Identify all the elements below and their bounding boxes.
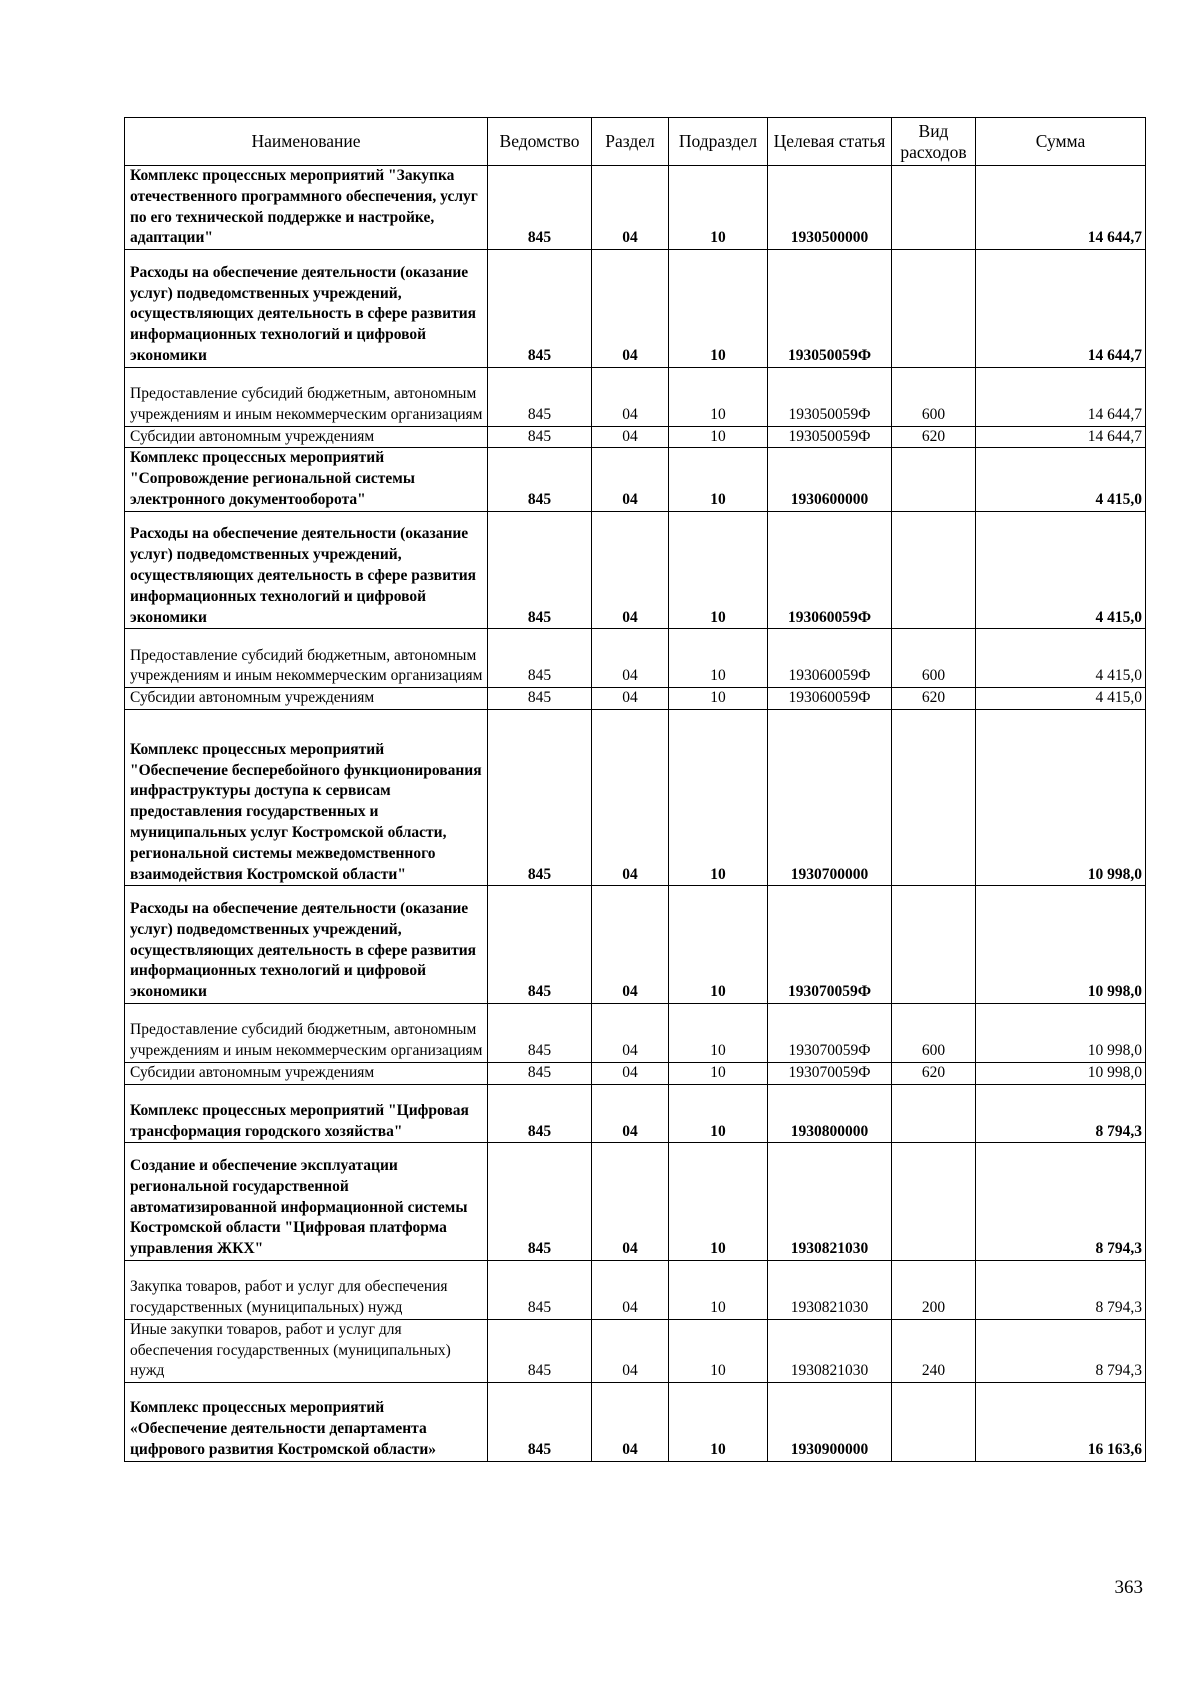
row-dept: 845 — [488, 1084, 592, 1143]
row-target: 193050059Ф — [768, 250, 892, 368]
row-kind: 620 — [892, 426, 976, 448]
row-name: Расходы на обеспечение деятельности (оказание услуг) подведомственных учреждений, осуществляющих деятельность в сфере развития информационных технологий и цифровой экономики — [125, 250, 488, 368]
budget-table — [124, 117, 1146, 1462]
row-kind — [892, 250, 976, 368]
row-target: 193070059Ф — [768, 1062, 892, 1084]
row-kind — [892, 1383, 976, 1461]
table-row — [125, 688, 1146, 710]
table-row — [125, 166, 1146, 250]
row-section: 04 — [592, 886, 669, 1004]
table-row — [125, 1062, 1146, 1084]
table-row — [125, 426, 1146, 448]
row-subsection: 10 — [669, 1003, 768, 1062]
row-kind — [892, 511, 976, 629]
row-kind: 600 — [892, 629, 976, 688]
row-kind: 240 — [892, 1319, 976, 1382]
header-dept: Ведомство — [488, 118, 592, 166]
row-section: 04 — [592, 1143, 669, 1261]
row-section: 04 — [592, 709, 669, 885]
row-subsection: 10 — [669, 448, 768, 511]
row-dept: 845 — [488, 886, 592, 1004]
row-subsection: 10 — [669, 250, 768, 368]
table-row — [125, 1143, 1146, 1261]
row-sum: 8 794,3 — [976, 1260, 1146, 1319]
row-name: Расходы на обеспечение деятельности (оказание услуг) подведомственных учреждений, осуществляющих деятельность в сфере развития информационных технологий и цифровой экономики — [125, 511, 488, 629]
row-sum: 8 794,3 — [976, 1143, 1146, 1261]
row-dept: 845 — [488, 367, 592, 426]
row-target: 193060059Ф — [768, 688, 892, 710]
row-kind — [892, 1143, 976, 1261]
row-section: 04 — [592, 1062, 669, 1084]
table-row — [125, 629, 1146, 688]
row-sum: 8 794,3 — [976, 1319, 1146, 1382]
row-target: 193060059Ф — [768, 511, 892, 629]
row-name: Субсидии автономным учреждениям — [125, 426, 488, 448]
header-subsection: Подраздел — [669, 118, 768, 166]
row-section: 04 — [592, 1319, 669, 1382]
row-subsection: 10 — [669, 629, 768, 688]
row-sum: 4 415,0 — [976, 629, 1146, 688]
row-name: Субсидии автономным учреждениям — [125, 688, 488, 710]
table-row — [125, 709, 1146, 885]
row-kind — [892, 1084, 976, 1143]
row-sum: 14 644,7 — [976, 166, 1146, 250]
row-dept: 845 — [488, 1319, 592, 1382]
row-kind — [892, 448, 976, 511]
row-name: Иные закупки товаров, работ и услуг для обеспечения государственных (муниципальных) нужд — [125, 1319, 488, 1382]
row-section: 04 — [592, 1084, 669, 1143]
row-name: Комплекс процессных мероприятий "Закупка отечественного программного обеспечения, услуг по его технической поддержке и настройке, адаптации" — [125, 166, 488, 250]
table-row — [125, 448, 1146, 511]
row-subsection: 10 — [669, 688, 768, 710]
row-subsection: 10 — [669, 1143, 768, 1261]
row-target: 1930500000 — [768, 166, 892, 250]
row-sum: 10 998,0 — [976, 886, 1146, 1004]
row-dept: 845 — [488, 166, 592, 250]
page-number: 363 — [1114, 1577, 1143, 1598]
row-section: 04 — [592, 1260, 669, 1319]
row-sum: 10 998,0 — [976, 1003, 1146, 1062]
row-subsection: 10 — [669, 1383, 768, 1461]
table-row — [125, 367, 1146, 426]
header-target: Целевая статья — [768, 118, 892, 166]
row-dept: 845 — [488, 426, 592, 448]
row-subsection: 10 — [669, 709, 768, 885]
row-name: Закупка товаров, работ и услуг для обеспечения государственных (муниципальных) нужд — [125, 1260, 488, 1319]
row-name: Комплекс процессных мероприятий «Обеспечение деятельности департамента цифрового развития Костромской области» — [125, 1383, 488, 1461]
table-row — [125, 1319, 1146, 1382]
row-target: 193050059Ф — [768, 367, 892, 426]
row-dept: 845 — [488, 1383, 592, 1461]
row-target: 193070059Ф — [768, 1003, 892, 1062]
row-target: 1930821030 — [768, 1319, 892, 1382]
row-kind: 200 — [892, 1260, 976, 1319]
row-sum: 4 415,0 — [976, 511, 1146, 629]
row-name: Предоставление субсидий бюджетным, автономным учреждениям и иным некоммерческим организациям — [125, 629, 488, 688]
row-dept: 845 — [488, 1062, 592, 1084]
row-section: 04 — [592, 1003, 669, 1062]
row-name: Расходы на обеспечение деятельности (оказание услуг) подведомственных учреждений, осуществляющих деятельность в сфере развития информационных технологий и цифровой экономики — [125, 886, 488, 1004]
row-kind: 620 — [892, 688, 976, 710]
row-subsection: 10 — [669, 1319, 768, 1382]
row-section: 04 — [592, 166, 669, 250]
row-sum: 10 998,0 — [976, 709, 1146, 885]
row-sum: 10 998,0 — [976, 1062, 1146, 1084]
row-section: 04 — [592, 511, 669, 629]
row-kind — [892, 166, 976, 250]
row-section: 04 — [592, 448, 669, 511]
row-target: 1930821030 — [768, 1260, 892, 1319]
table-row — [125, 1260, 1146, 1319]
row-subsection: 10 — [669, 426, 768, 448]
row-dept: 845 — [488, 511, 592, 629]
row-subsection: 10 — [669, 1062, 768, 1084]
row-section: 04 — [592, 426, 669, 448]
row-dept: 845 — [488, 709, 592, 885]
row-sum: 14 644,7 — [976, 250, 1146, 368]
row-target: 193060059Ф — [768, 629, 892, 688]
row-subsection: 10 — [669, 367, 768, 426]
row-subsection: 10 — [669, 1260, 768, 1319]
row-kind: 600 — [892, 367, 976, 426]
row-sum: 14 644,7 — [976, 367, 1146, 426]
row-name: Субсидии автономным учреждениям — [125, 1062, 488, 1084]
row-sum: 8 794,3 — [976, 1084, 1146, 1143]
row-dept: 845 — [488, 629, 592, 688]
row-target: 193070059Ф — [768, 886, 892, 1004]
row-sum: 16 163,6 — [976, 1383, 1146, 1461]
row-subsection: 10 — [669, 886, 768, 1004]
row-target: 1930900000 — [768, 1383, 892, 1461]
row-subsection: 10 — [669, 511, 768, 629]
row-section: 04 — [592, 1383, 669, 1461]
row-dept: 845 — [488, 1260, 592, 1319]
row-dept: 845 — [488, 1003, 592, 1062]
row-subsection: 10 — [669, 1084, 768, 1143]
table-row — [125, 1003, 1146, 1062]
header-sum: Сумма — [976, 118, 1146, 166]
header-name: Наименование — [125, 118, 488, 166]
row-sum: 4 415,0 — [976, 448, 1146, 511]
table-row — [125, 1383, 1146, 1461]
row-target: 1930700000 — [768, 709, 892, 885]
row-kind: 600 — [892, 1003, 976, 1062]
row-name: Комплекс процессных мероприятий "Сопровождение региональной системы электронного документооборота" — [125, 448, 488, 511]
row-section: 04 — [592, 367, 669, 426]
row-target: 193050059Ф — [768, 426, 892, 448]
row-subsection: 10 — [669, 166, 768, 250]
row-name: Создание и обеспечение эксплуатации региональной государственной автоматизированной информационной системы Костромской области "Цифровая платформа управления ЖКХ" — [125, 1143, 488, 1261]
row-name: Предоставление субсидий бюджетным, автономным учреждениям и иным некоммерческим организациям — [125, 367, 488, 426]
row-target: 1930821030 — [768, 1143, 892, 1261]
row-name: Предоставление субсидий бюджетным, автономным учреждениям и иным некоммерческим организациям — [125, 1003, 488, 1062]
table-row — [125, 250, 1146, 368]
row-kind — [892, 886, 976, 1004]
row-section: 04 — [592, 250, 669, 368]
row-section: 04 — [592, 629, 669, 688]
header-kind: Вид расходов — [892, 118, 976, 166]
table-body — [125, 166, 1146, 1462]
row-target: 1930600000 — [768, 448, 892, 511]
row-dept: 845 — [488, 1143, 592, 1261]
row-kind — [892, 709, 976, 885]
table-row — [125, 511, 1146, 629]
header-row — [125, 118, 1146, 166]
row-dept: 845 — [488, 448, 592, 511]
header-section: Раздел — [592, 118, 669, 166]
row-name: Комплекс процессных мероприятий "Обеспечение бесперебойного функционирования инфраструктуры доступа к сервисам предоставления государственных и муниципальных услуг Костромской области, региональной системы межведомственного взаимодействия Костромской области" — [125, 709, 488, 885]
table-row — [125, 886, 1146, 1004]
row-dept: 845 — [488, 250, 592, 368]
row-dept: 845 — [488, 688, 592, 710]
row-name: Комплекс процессных мероприятий "Цифровая трансформация городского хозяйства" — [125, 1084, 488, 1143]
table-row — [125, 1084, 1146, 1143]
row-section: 04 — [592, 688, 669, 710]
row-target: 1930800000 — [768, 1084, 892, 1143]
row-sum: 14 644,7 — [976, 426, 1146, 448]
row-sum: 4 415,0 — [976, 688, 1146, 710]
row-kind: 620 — [892, 1062, 976, 1084]
